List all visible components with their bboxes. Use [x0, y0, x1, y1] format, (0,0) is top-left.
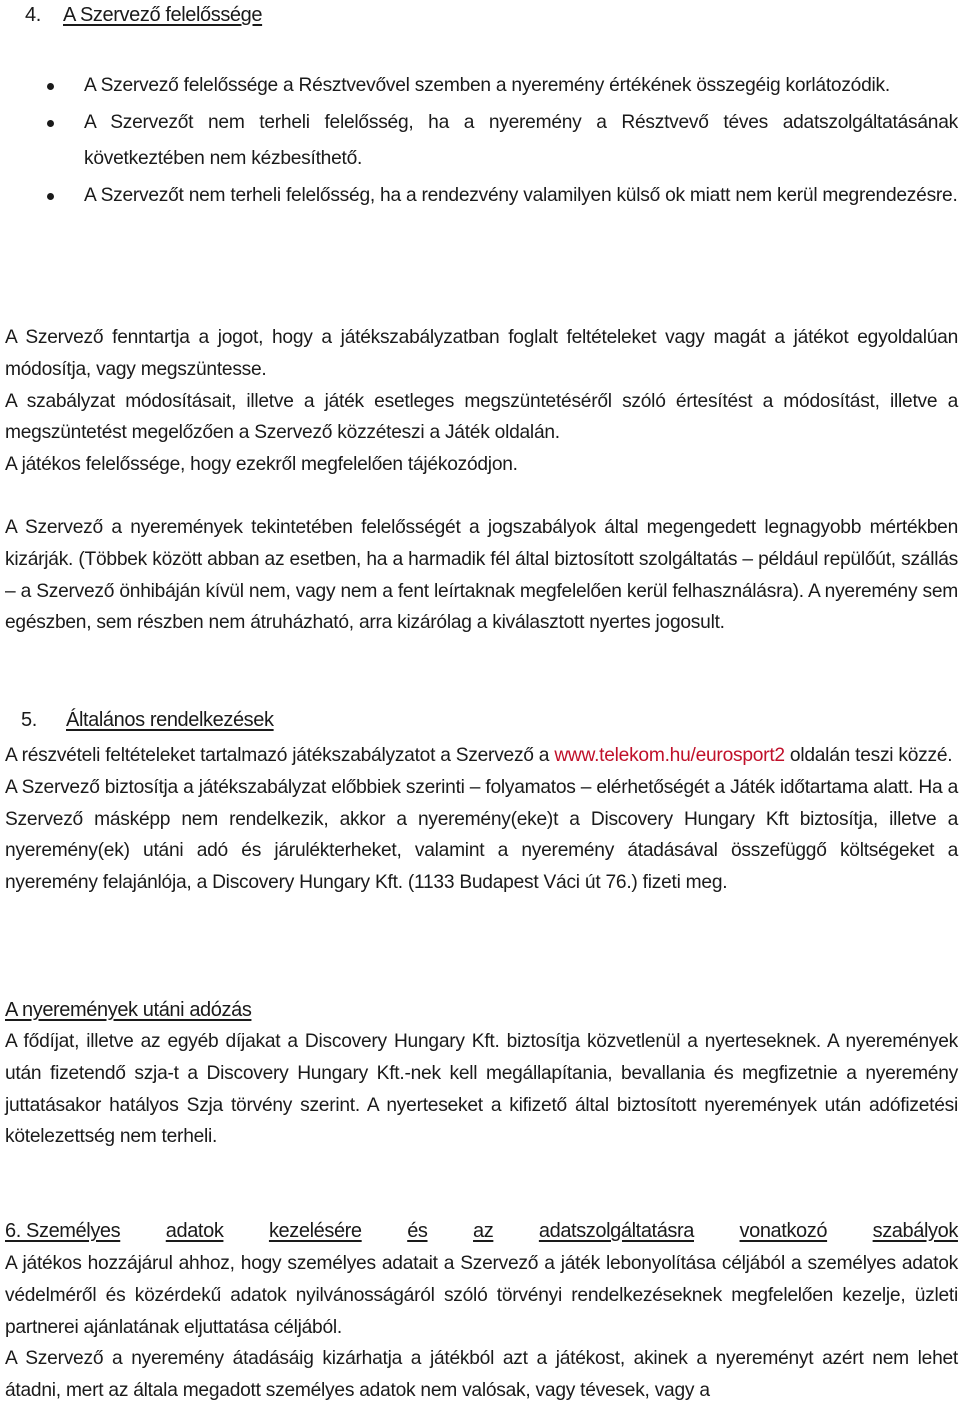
section-4-title: A Szervező felelőssége: [63, 4, 263, 26]
bullet-item: A Szervezőt nem terheli felelősség, ha a rendezvény valamilyen külső ok miatt nem kerül megrendezésre.: [5, 178, 958, 215]
section-6-title-word: és: [407, 1220, 428, 1242]
section-6-title-word: kezelésére: [268, 1220, 362, 1242]
section-6-title-word: szabályok: [872, 1220, 958, 1242]
section-6-title-word: 6. Személyes: [5, 1220, 121, 1242]
section-6-paragraph: A játékos hozzájárul ahhoz, hogy személyes adatait a Szervező a játék lebonyolítása céljából a személyes adatok védelméről és közérdekű adatok nyilvánosságáról szóló törvényi rendelkezéseknek megfelelően kezelje, üzleti partnerei ajánlatának eljuttatása céljából.: [5, 1253, 958, 1338]
tax-title: A nyeremények utáni adózás: [5, 999, 252, 1021]
tax-heading: [5, 995, 251, 1025]
tax-paragraph: A fődíjat, illetve az egyéb díjakat a Discovery Hungary Kft. biztosítja közvetlenül a nyerteseknek. A nyeremények után fizetendő szja-t a Discovery Hungary Kft.-nek kell megállapítania, bevallania és megfizetnie a nyeremény juttatásakor hatályos Szja törvény szerint. A nyerteseket a kifizető által biztosított nyeremények után adófizetési kötelezettség nem terheli.: [5, 1031, 958, 1148]
section-6-title-word: az: [473, 1220, 494, 1242]
section-6-title-word: vonatkozó: [739, 1220, 828, 1242]
bullet-item: A Szervező felelőssége a Résztvevővel szemben a nyeremény értékének összegéig korlátozódik.: [5, 68, 958, 105]
section-4-paragraph: A játékos felelőssége, hogy ezekről megfelelően tájékozódjon.: [5, 454, 518, 476]
section-5-number: 5.: [21, 709, 37, 731]
section-4-number: 4.: [25, 4, 41, 26]
bullet-item: A Szervezőt nem terheli felelősség, ha a nyeremény a Résztvevő téves adatszolgáltatásának következtében nem kézbesíthető.: [5, 105, 958, 178]
section-5-paragraph: A Szervező biztosítja a játékszabályzat előbbiek szerinti – folyamatos – elérhetőségét a Játék időtartama alatt. Ha a Szervező másképp nem rendelkezik, akkor a nyeremény(eke)t a Discovery Hungary Kft biztosítja, illetve a nyeremény(ek) utáni adó és járulékterheket, valamint a nyeremény átadásával összefüggő költségeket a nyeremény felajánlója, a Discovery Hungary Kft. (1133 Budapest Váci út 76.) fizeti meg.: [5, 776, 958, 894]
section-4-liability-paragraph: A Szervező a nyeremények tekintetében felelősségét a jogszabályok által megengedett legnagyobb mértékben kizárják. (Többek között abban az esetben, ha a harmadik fél által biztosított szolgáltatás – például repülőút, szállás – a Szervező önhibáján kívül nem, vagy nem a fent leírtaknak megfelelően kerül felhasználásra). A nyeremény sem egészben, sem részben nem átruházható, arra kizárólag a kiválasztott nyertes jogosult.: [5, 517, 958, 634]
telekom-eurosport-link[interactable]: www.telekom.hu/eurosport2: [554, 745, 785, 766]
section-6-title-word: adatok: [165, 1220, 224, 1242]
section-4-paragraph: A Szervező fenntartja a jogot, hogy a játékszabályzatban foglalt feltételeket vagy magát a játékot egyoldalúan módosítja, vagy megszüntesse.: [5, 327, 958, 380]
section-5-title: Általános rendelkezések: [66, 709, 274, 731]
section-6-heading: [5, 1216, 958, 1246]
section-4-heading: [25, 0, 262, 30]
section-5-heading: [21, 705, 274, 735]
section-5-paragraph: A részvételi feltételeket tartalmazó játékszabályzatot a Szervező a www.telekom.hu/eurosport2 oldalán teszi közzé.: [5, 745, 953, 766]
section-6-title-word: adatszolgáltatásra: [538, 1220, 694, 1242]
section-6-paragraph: A Szervező a nyeremény átadásáig kizárhatja a játékból azt a játékost, akinek a nyereményt azért nem lehet átadni, mert az általa megadott személyes adatok nem valósak, vagy tévesek, vagy a: [5, 1348, 958, 1402]
section-4-bullet-list: [5, 68, 958, 214]
section-4-paragraph: A szabályzat módosításait, illetve a játék esetleges megszüntetéséről szóló értesítést a módosítást, illetve a megszüntetést megelőzően a Szervező közzéteszi a Játék oldalán.: [5, 390, 958, 444]
